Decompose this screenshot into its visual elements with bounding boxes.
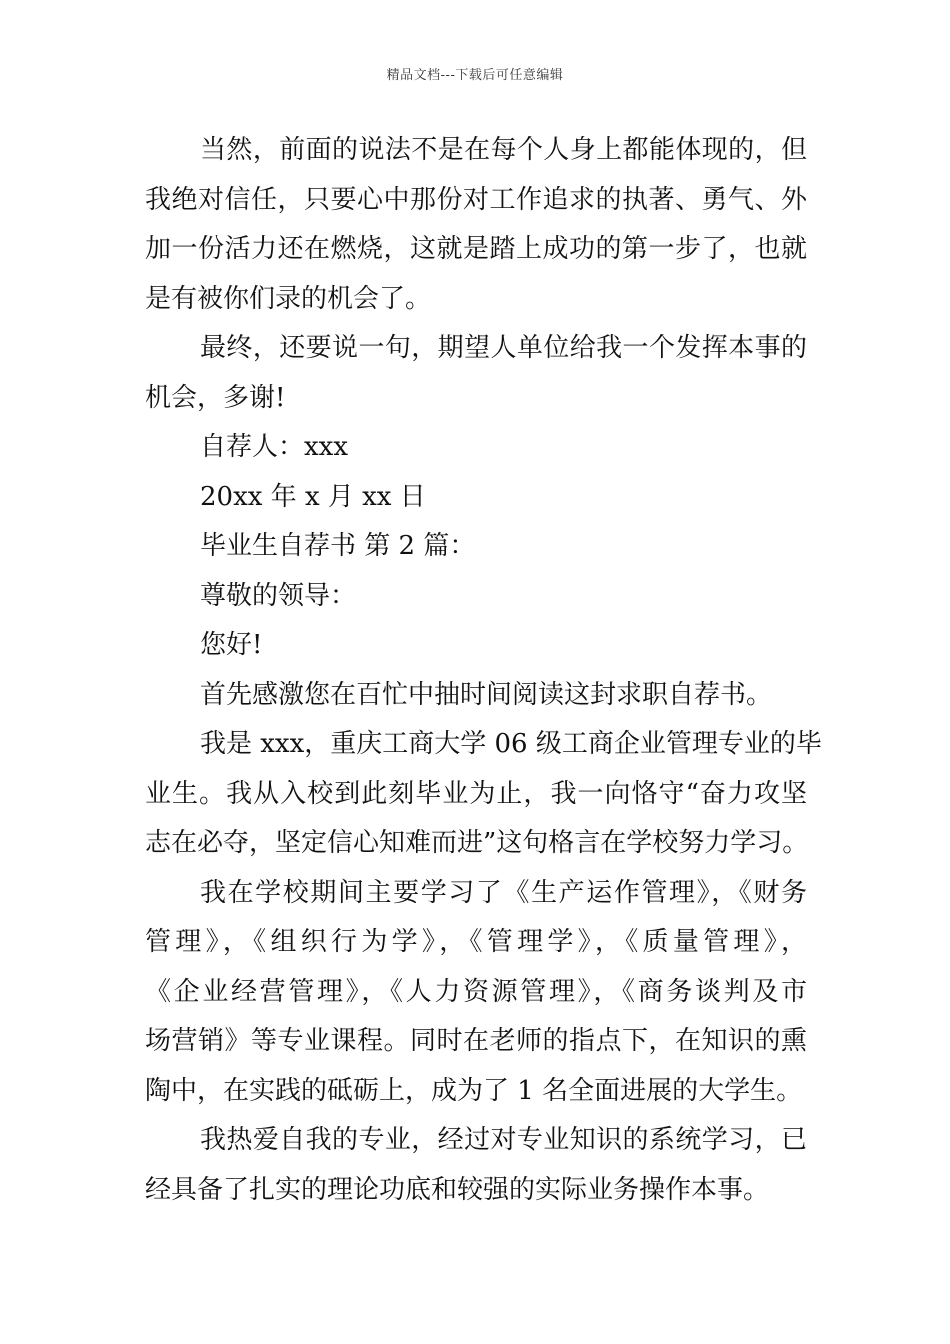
paragraph-line: 志在必夺，坚定信心知难而进”这句格言在学校努力学习。	[145, 828, 809, 858]
paragraph-line: 《企业经营管理》，《人力资源管理》，《商务谈判及市	[145, 976, 807, 1007]
paragraph-line: 我是 xxx，重庆工商大学 06 级工商企业管理专业的毕	[200, 729, 822, 759]
date-line: 20xx 年 x 月 xx 日	[200, 481, 426, 512]
paragraph-line: 场营销》等专业课程。同时在老师的指点下，在知识的熏	[145, 1026, 807, 1056]
paragraph-line: 陶中，在实践的砥砺上，成为了 1 名全面进展的大学生。	[145, 1075, 803, 1106]
paragraph-line: 我在学校期间主要学习了《生产运作管理》，《财务	[200, 877, 807, 908]
greeting: 您好!	[200, 630, 263, 660]
paragraph-line: 当然，前面的说法不是在每个人身上都能体现的，但	[200, 135, 807, 165]
paragraph-line: 经具备了扎实的理论功底和较强的实际业务操作本事。	[145, 1174, 770, 1205]
paragraph-line: 加一份活力还在燃烧，这就是踏上成功的第一步了，也就	[145, 234, 807, 264]
paragraph-line: 业生。我从入校到此刻毕业为止，我一向恪守“奋力攻坚	[145, 778, 807, 809]
page-header: 精品文档---下载后可任意编辑	[386, 68, 564, 83]
paragraph-line: 最终，还要说一句，期望人单位给我一个发挥本事的	[200, 333, 807, 363]
paragraph-line: 机会，多谢!	[145, 382, 286, 413]
paragraph-line: 首先感激您在百忙中抽时间阅读这封求职自荐书。	[200, 679, 773, 710]
document-body	[145, 126, 822, 1215]
paragraph-line: 我热爱自我的专业，经过对专业知识的系统学习，已	[200, 1125, 807, 1155]
paragraph-line: 是有被你们录的机会了。	[145, 283, 432, 314]
section-title: 毕业生自荐书 第 2 篇：	[200, 531, 476, 561]
paragraph-line: 管理》，《组织行为学》，《管理学》，《质量管理》，	[145, 927, 807, 957]
paragraph-line: 我绝对信任，只要心中那份对工作追求的执著、勇气、外	[145, 184, 807, 215]
salutation: 尊敬的领导：	[200, 580, 357, 611]
signature-line: 自荐人：xxx	[200, 432, 348, 462]
